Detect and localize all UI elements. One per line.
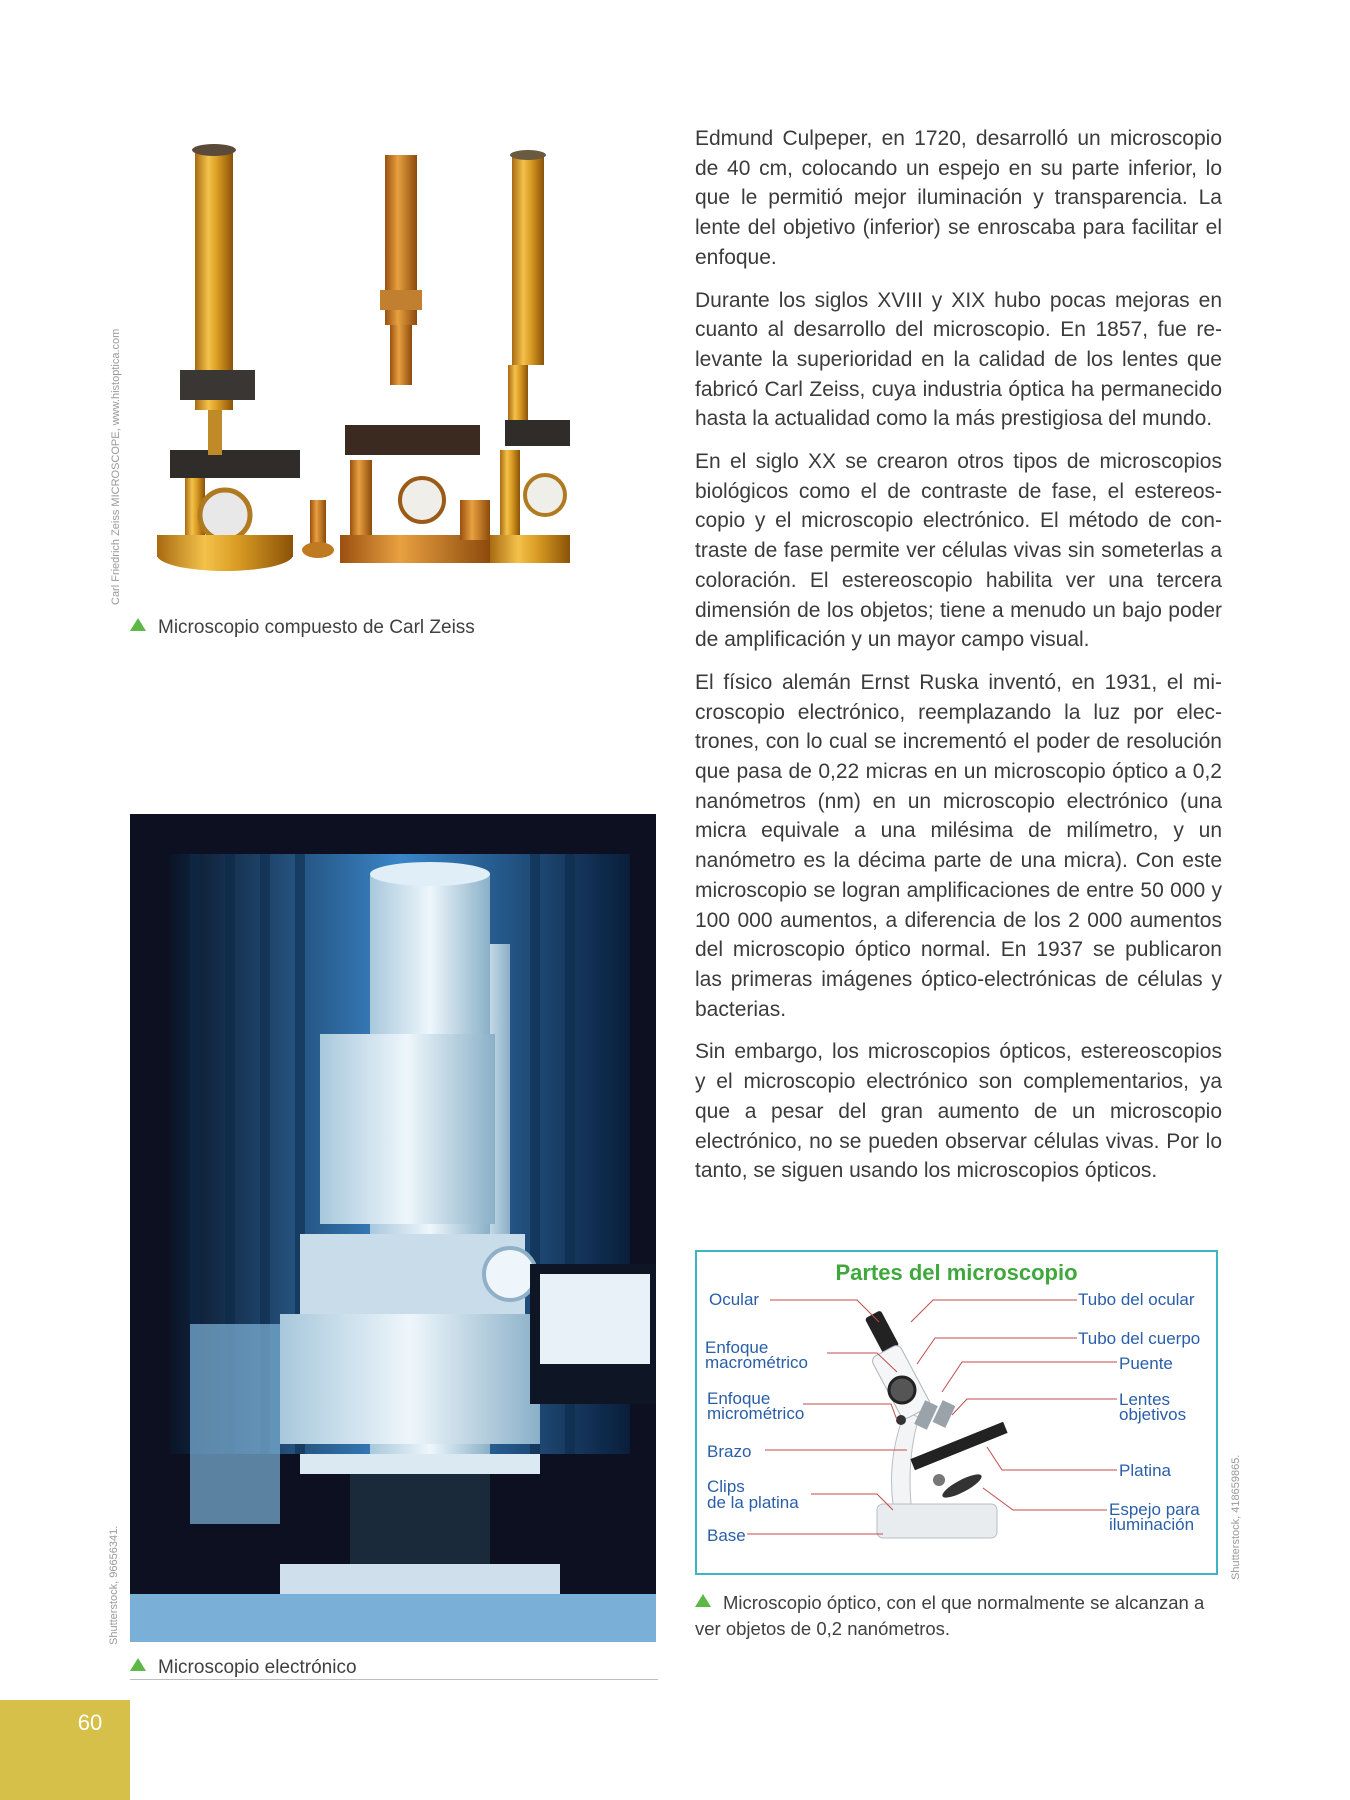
triangle-bullet-icon (130, 1658, 146, 1671)
photo-credit-zeiss: Carl Friedrich Zeiss MICROSCOPE, www.histoptica.com (110, 328, 122, 605)
label-lentes-1: Lentes (1119, 1390, 1171, 1409)
microscope-parts-diagram (695, 1250, 1218, 1575)
label-espejo-2: iluminación (1109, 1515, 1195, 1534)
paragraph-siglo-xx: En el siglo XX se crearon otros tipos de microscopios biológicos como el de contraste de fase, el estereoscopio y el microscopio electrónico. El método de contraste de fase permite ver células vivas sin someterlas a coloración. El estereoscopio habilita ver una tercera dimensión de los objetos; tiene a menudo un bajo poder de amplificación y un mayor campo visual. (695, 450, 1222, 652)
paragraph-culpeper: Edmund Culpeper, en 1720, desarrolló un microscopio de 40 cm, colocando un espejo en su parte inferior, lo que le permitió mejor iluminación y transparencia. La lente del objetivo (inferior) se enroscaba para facilitar el enfoque. (695, 127, 1222, 269)
triangle-bullet-icon (130, 618, 146, 631)
page-number: 60 (77, 1710, 103, 1735)
label-tubo-cuerpo: Tubo del cuerpo (1078, 1329, 1201, 1348)
paragraph-complementarios: Sin embargo, los microscopios ópticos, estereoscopios y el microscopio electrónico son complementarios, ya que a pesar del gran aumento de un microscopio electrónico, no se pueden observar células vivas. Por lo tanto, se siguen usando los microscopios ópticos. (695, 1040, 1222, 1183)
optical-microscope-icon (865, 1310, 1008, 1538)
photo-credit-electron: Shutterstock, 96656341. (108, 1525, 120, 1645)
label-enfoque-macro-1: Enfoque (705, 1338, 769, 1357)
paragraph-zeiss: Durante los siglos XVIII y XIX hubo pocas mejoras en cuanto al desarrollo del microscopio. En 1857, fue relevante la superioridad en la calidad de los lentes que fabricó Carl Zeiss, cuya industria óptica ha permanecido hasta la actualidad como la más prestigiosa del mundo. (695, 288, 1222, 431)
diagram-title: Partes del microscopio (835, 1260, 1078, 1285)
label-base: Base (707, 1526, 746, 1545)
label-enfoque-macro-2: macrométrico (705, 1353, 808, 1372)
caption-zeiss-text: Microscopio compuesto de Carl Zeiss (158, 617, 475, 638)
label-tubo-ocular: Tubo del ocular (1078, 1290, 1195, 1309)
label-puente: Puente (1119, 1354, 1173, 1373)
label-platina: Platina (1119, 1461, 1171, 1480)
label-ocular: Ocular (709, 1290, 760, 1309)
paragraph-ruska: El físico alemán Ernst Ruska inventó, en 1931, el microscopio electrónico, reemplazando la luz por electrones, con lo cual se incrementó el poder de resolución que pasa de 0,22 micras en un microscopio óptico a 0,2 nanómetros (nm) en un microscopio electrónico (una micra equivale a una milésima de milímetro, y un nanómetro es la décima parte de una micra). Con este microscopio se logran amplificaciones de entre 50 000 y 100 000 aumentos, a diferencia de los 2 000 aumentos del microscopio óptico normal. En 1937 se publicaron las primeras imágenes óptico-electrónicas de células y bacterias. (695, 670, 1222, 1021)
label-clips-2: de la platina (707, 1493, 799, 1512)
caption-electron (130, 1657, 658, 1680)
caption-optical (695, 1590, 1222, 1642)
label-clips-1: Clips (707, 1477, 745, 1496)
label-brazo: Brazo (707, 1442, 752, 1461)
zeiss-microscopes-photo (150, 140, 570, 580)
label-enfoque-micro-2: micrométrico (707, 1404, 805, 1423)
caption-zeiss (130, 617, 475, 639)
label-enfoque-micro-1: Enfoque (707, 1389, 771, 1408)
triangle-bullet-icon (695, 1594, 711, 1607)
caption-optical-text: Microscopio óptico, con el que normalmente se alcanzan a ver objetos de 0,2 nanómetros. (695, 1592, 1205, 1639)
body-text (695, 124, 1222, 1199)
electron-microscope-photo (130, 814, 656, 1642)
label-espejo-1: Espejo para (1109, 1500, 1200, 1519)
label-lentes-2: objetivos (1119, 1405, 1187, 1424)
caption-electron-text: Microscopio electrónico (158, 1657, 357, 1678)
photo-credit-diagram: Shutterstock, 418659865. (1230, 1454, 1242, 1580)
